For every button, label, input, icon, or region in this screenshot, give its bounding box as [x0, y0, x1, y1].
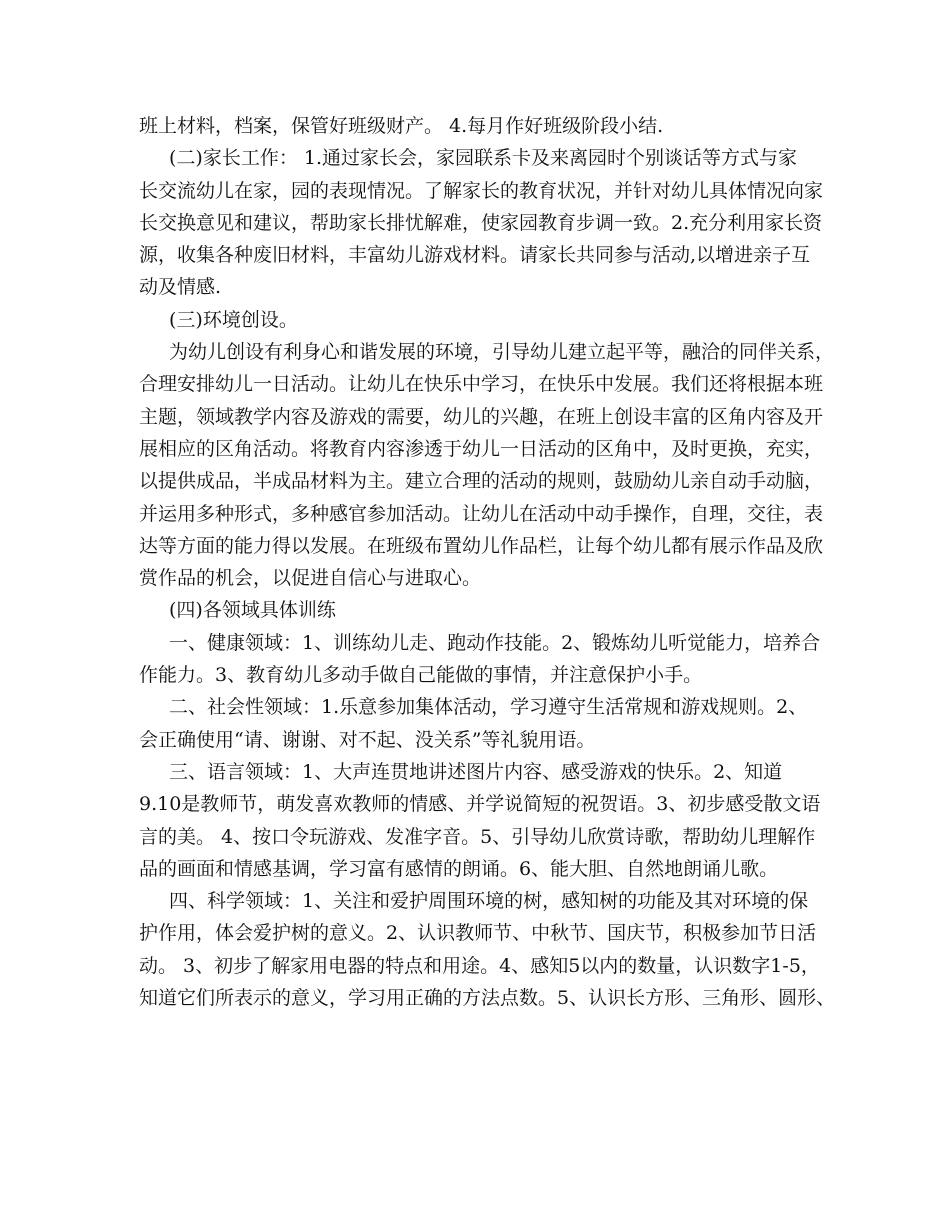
text-line: 9.10是教师节，萌发喜欢教师的情感、并学说简短的祝贺语。3、初步感受散文语 — [139, 793, 821, 816]
text-line: 护作用，体会爱护树的意义。2、认识教师节、中秋节、国庆节，积极参加节日活 — [139, 922, 817, 945]
section-heading: (三)环境创设。 — [169, 308, 298, 331]
text-line: 四、科学领域：1、关注和爱护周围环境的树，感知树的功能及其对环境的保 — [169, 890, 809, 913]
text-line: 以提供成品，半成品材料为主。建立合理的活动的规则，鼓励幼儿亲自动手动脑， — [139, 470, 824, 493]
section-heading: (四)各领域具体训练 — [169, 599, 336, 622]
text-line: 展相应的区角活动。将教育内容渗透于幼儿一日活动的区角中，及时更换，充实， — [139, 437, 824, 460]
text-line: 二、社会性领域：1.乐意参加集体活动，学习遵守生活常规和游戏规则。2、 — [169, 696, 808, 719]
text-line: 合理安排幼儿一日活动。让幼儿在快乐中学习，在快乐中发展。我们还将根据本班 — [139, 373, 824, 396]
text-line: 主题，领域教学内容及游戏的需要，幼儿的兴趣，在班上创设丰富的区角内容及开 — [139, 405, 824, 428]
text-line: 班上材料，档案，保管好班级财产。 4.每月作好班级阶段小结. — [139, 115, 664, 137]
text-line: 并运用多种形式，多种感官参加活动。让幼儿在活动中动手操作，自理，交往，表 — [139, 502, 824, 525]
text-line: (二)家长工作： 1.通过家长会，家园联系卡及来离园时个别谈话等方式与家 — [169, 147, 797, 170]
text-line: 知道它们所表示的意义，学习用正确的方法点数。5、认识长方形、三角形、圆形、 — [139, 987, 836, 1010]
text-line: 达等方面的能力得以发展。在班级布置幼儿作品栏，让每个幼儿都有展示作品及欣 — [139, 534, 824, 557]
text-line: 一、健康领域：1、训练幼儿走、跑动作技能。2、锻炼幼儿听觉能力，培养合 — [169, 631, 821, 654]
text-line: 作能力。3、教育幼儿多动手做自己能做的事情，并注意保护小手。 — [139, 664, 703, 687]
text-line: 言的美。 4、按口令玩游戏、发准字音。5、引导幼儿欣赏诗歌，帮助幼儿理解作 — [139, 825, 816, 848]
text-line: 为幼儿创设有利身心和谐发展的环境，引导幼儿建立起平等，融洽的同伴关系， — [169, 341, 835, 364]
text-line: 三、语言领域：1、大声连贯地讲述图片内容、感受游戏的快乐。2、知道 — [169, 760, 783, 783]
text-line: 品的画面和情感基调，学习富有感情的朗诵。6、能大胆、自然地朗诵儿歌。 — [139, 857, 779, 880]
text-line: 源，收集各种废旧材料，丰富幼儿游戏材料。请家长共同参与活动,以增进亲子互 — [139, 244, 811, 267]
text-line: 会正确使用“请、谢谢、对不起、没关系”等礼貌用语。 — [139, 728, 596, 751]
text-line: 动及情感. — [139, 276, 222, 299]
text-line: 长交流幼儿在家，园的表现情况。了解家长的教育状况，并针对幼儿具体情况向家 — [139, 179, 824, 202]
text-line: 长交换意见和建议，帮助家长排忧解难，使家园教育步调一致。2.充分利用家长资 — [139, 211, 823, 234]
text-line: 赏作品的机会，以促进自信心与进取心。 — [139, 567, 482, 590]
document-body — [139, 110, 836, 1014]
text-line: 动。 3、初步了解家用电器的特点和用途。4、感知5以内的数量，认识数字1-5， — [139, 954, 820, 977]
